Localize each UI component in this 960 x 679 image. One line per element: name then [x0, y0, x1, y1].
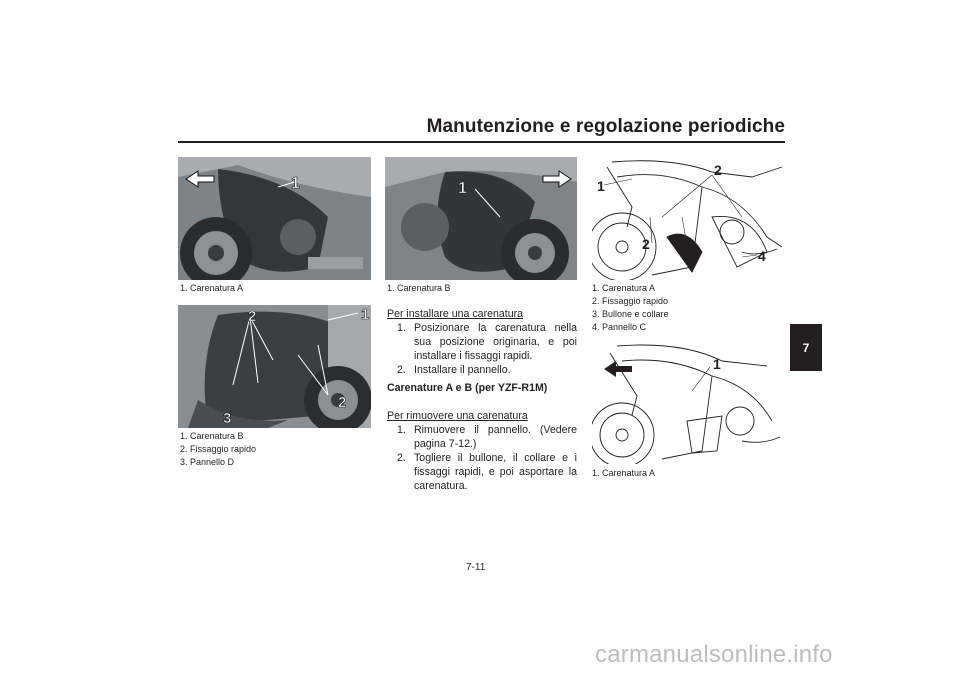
- drawing-fairing-a-removal: [592, 341, 785, 464]
- figure-callout: 1: [361, 306, 370, 323]
- remove-step: 1. Rimuovere il pannello. (Vedere pagina 7-12.): [397, 424, 577, 450]
- chapter-tab: 7: [790, 324, 822, 371]
- figure-callout: 4: [758, 248, 766, 264]
- figure-callout: 1: [597, 178, 605, 194]
- photo-fairing-b-quick-fasteners: [178, 305, 371, 428]
- watermark: carmanualsonline.info: [595, 641, 833, 668]
- install-title: Per installare una carenatura: [387, 308, 524, 320]
- figure-caption: 1. Carenatura A 2. Fissaggio rapido 3. Bullone e collare 4. Pannello C: [592, 283, 669, 332]
- header-rule: [178, 141, 785, 143]
- remove-procedure: [387, 409, 577, 493]
- figure-callout: 1: [291, 175, 300, 192]
- photo-fairing-b: [385, 157, 577, 280]
- photo-fairing-a: [178, 157, 371, 280]
- figure-callout: 2: [338, 394, 347, 411]
- figure-callout: 2: [248, 308, 257, 325]
- remove-title: Per rimuovere una carenatura: [387, 410, 528, 422]
- figure-callout: 1: [458, 180, 467, 197]
- figure-caption: 1. Carenatura A: [180, 283, 244, 293]
- figure-callout: 1: [713, 356, 721, 372]
- install-step: 2. Installare il pannello.: [397, 364, 511, 376]
- install-procedure: [387, 307, 577, 377]
- figure-callout: 3: [685, 238, 693, 254]
- section-heading: Carenature A e B (per YZF-R1M): [387, 382, 548, 394]
- figure-caption: 1. Carenatura B 2. Fissaggio rapido 3. Pannello D: [180, 431, 257, 467]
- figure-callout: 2: [714, 162, 722, 178]
- figure-caption: 1. Carenatura A: [592, 468, 656, 478]
- drawing-fairing-a-r1m: [592, 157, 785, 280]
- figure-callout: 3: [223, 410, 232, 427]
- install-step: 1. Posizionare la carenatura nella sua posizione originaria, e poi installare i fissaggi rapidi.: [397, 322, 577, 362]
- remove-step: 2. Togliere il bullone, il collare e i fissaggi rapidi, e poi asportare la carenatura.: [397, 452, 577, 492]
- page-title: Manutenzione e regolazione periodiche: [426, 116, 785, 137]
- figure-callout: 2: [642, 236, 650, 252]
- front-arrow-icon: [604, 361, 632, 377]
- page-number: 7-11: [466, 562, 486, 573]
- figure-caption: 1. Carenatura B: [387, 283, 451, 293]
